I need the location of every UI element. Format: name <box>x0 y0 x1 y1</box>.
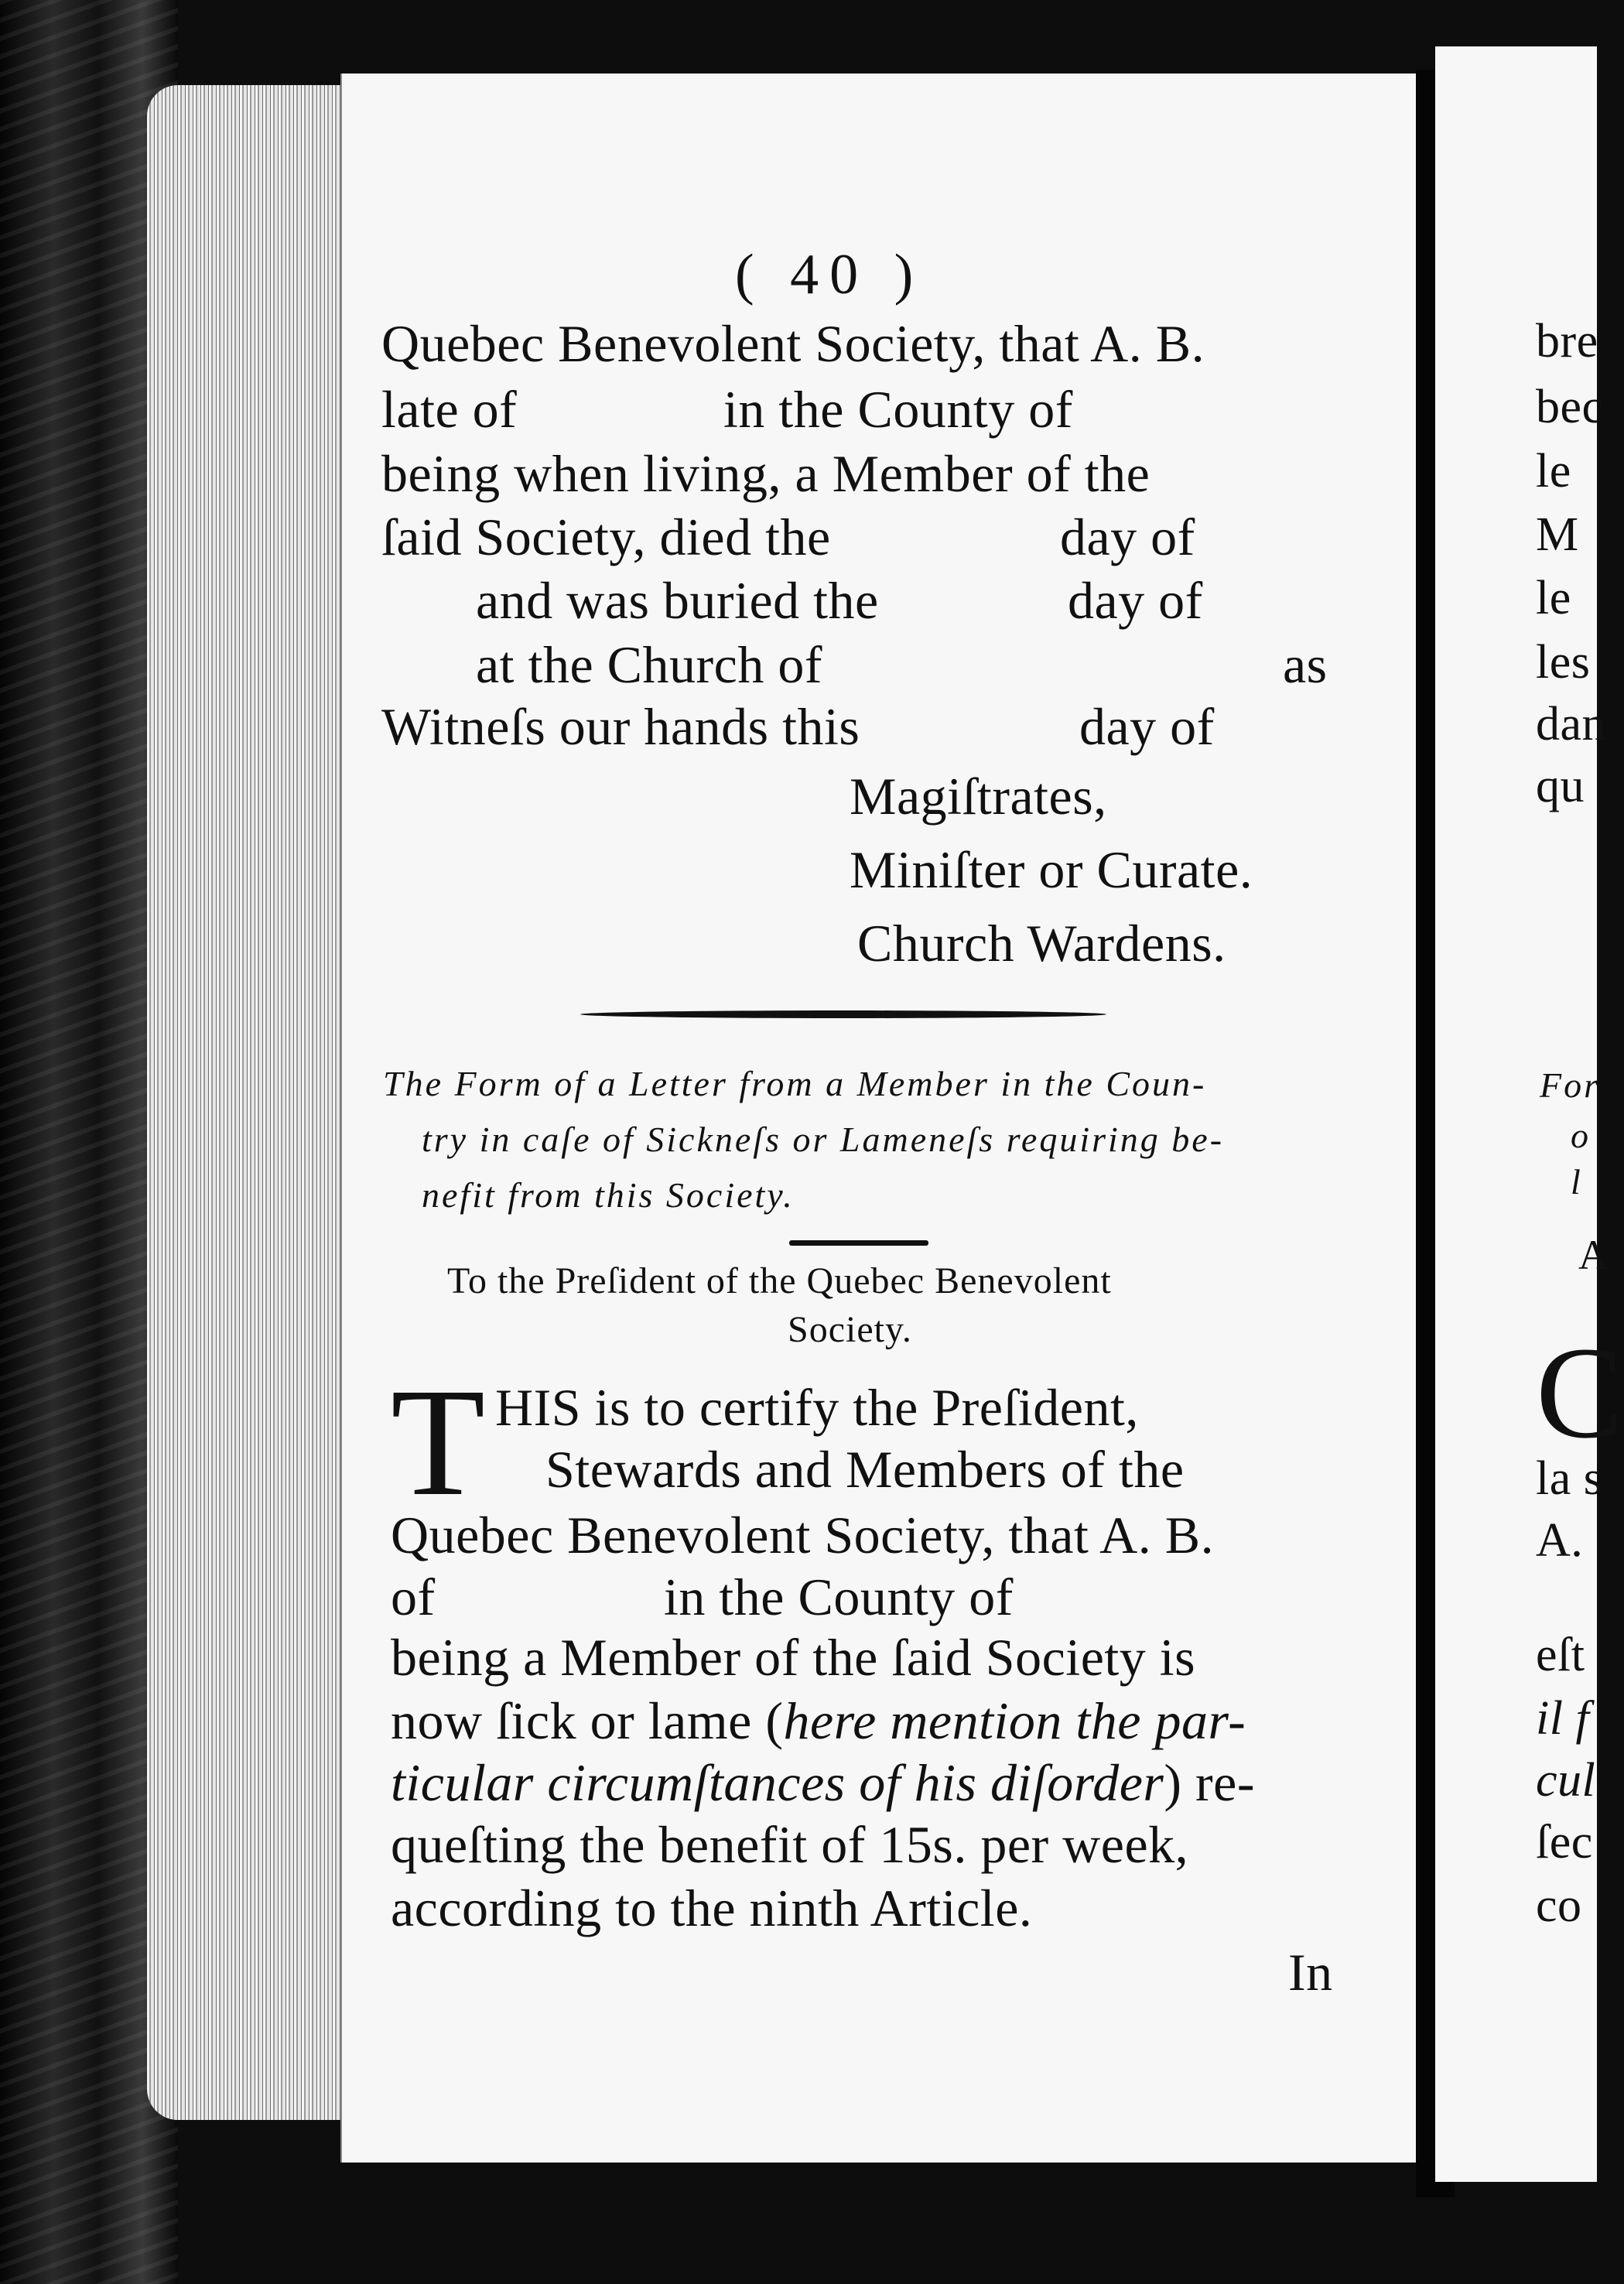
address-line: Society. <box>788 1309 912 1350</box>
body-line: and was buried the <box>476 571 879 630</box>
ornamental-rule <box>580 1010 1106 1018</box>
right-fragment: bec <box>1536 381 1604 433</box>
right-fragment: co <box>1536 1879 1582 1932</box>
form-heading-line: nefit from this Society. <box>422 1175 795 1215</box>
right-fragment: bre <box>1536 315 1598 368</box>
letter-line: queſting the benefit of 15s. per week, <box>391 1815 1189 1874</box>
right-fragment: C <box>1536 1320 1624 1465</box>
right-fragment: la s <box>1536 1452 1603 1505</box>
address-line: To the Preſident of the Quebec Benevolent <box>447 1260 1112 1301</box>
body-line: at the Church of <box>476 635 822 694</box>
body-line: as <box>1283 635 1328 694</box>
letter-line <box>391 1691 1246 1750</box>
body-line: in the County of <box>723 380 1073 439</box>
right-fragment: cul <box>1536 1754 1596 1807</box>
letter-line: HIS is to certify the Preſident, <box>495 1378 1139 1437</box>
right-fragment: For <box>1540 1065 1600 1105</box>
body-line: day of <box>1060 508 1195 566</box>
letter-italic-text: here mention the par- <box>783 1691 1246 1750</box>
body-line: Quebec Benevolent Society, that A. B. <box>381 314 1205 373</box>
right-fragment: M <box>1536 508 1579 561</box>
letter-line: being a Member of the ſaid Society is <box>391 1628 1196 1687</box>
catchword: In <box>1288 1943 1333 2002</box>
letter-line: in the County of <box>664 1568 1014 1626</box>
letter-italic-text: ticular circumſtances of his diſorder <box>391 1753 1164 1812</box>
letter-line: Stewards and Members of the <box>545 1440 1185 1499</box>
body-line: being when living, a Member of the <box>381 444 1150 503</box>
signature-line: Magiſtrates, <box>850 767 1107 826</box>
right-fragment: o <box>1571 1116 1591 1155</box>
right-fragment: le <box>1536 445 1571 497</box>
letter-line: Quebec Benevolent Society, that A. B. <box>391 1506 1215 1564</box>
right-fragment: A <box>1578 1232 1609 1278</box>
drop-cap: T <box>391 1357 486 1528</box>
letter-text: ) re- <box>1164 1753 1255 1812</box>
letter-text: now ſick or lame ( <box>391 1691 784 1750</box>
signature-line: Miniſter or Curate. <box>850 840 1253 899</box>
signature-line: Church Wardens. <box>857 914 1226 973</box>
body-line: day of <box>1068 571 1203 630</box>
body-line: late of <box>381 380 518 439</box>
body-line: day of <box>1079 697 1215 756</box>
right-fragment: dan <box>1536 698 1607 751</box>
right-fragment: les <box>1536 636 1591 689</box>
short-rule <box>789 1240 928 1246</box>
right-fragment: le <box>1536 572 1571 624</box>
right-fragment: eſt <box>1536 1629 1585 1681</box>
right-fragment: il f <box>1536 1692 1590 1745</box>
form-heading-line: The Form of a Letter from a Member in the Coun- <box>383 1064 1207 1103</box>
right-fragment: qu <box>1536 760 1585 812</box>
letter-line: according to the ninth Article. <box>391 1879 1033 1937</box>
right-fragment: A. <box>1536 1514 1584 1567</box>
letter-line <box>391 1753 1255 1812</box>
right-fragment: ſec <box>1536 1816 1593 1869</box>
body-line: ſaid Society, died the <box>381 508 831 566</box>
letter-line: of <box>391 1568 436 1626</box>
body-line: Witneſs our hands this <box>381 697 860 756</box>
right-fragment: l <box>1571 1162 1583 1202</box>
page-number: ( 40 ) <box>735 243 925 306</box>
form-heading-line: try in caſe of Sickneſs or Lameneſs requiring be- <box>422 1120 1225 1159</box>
